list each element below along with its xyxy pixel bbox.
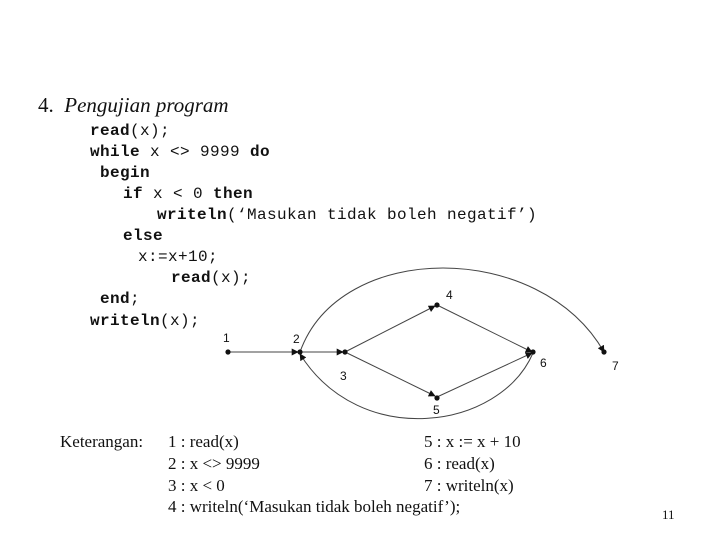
node-label-5: 5 bbox=[433, 403, 440, 417]
node-6 bbox=[530, 349, 535, 354]
legend-item-4: 4 : writeln(‘Masukan tidak boleh negatif’); bbox=[168, 497, 461, 516]
node-4 bbox=[434, 302, 439, 307]
node-7 bbox=[601, 349, 606, 354]
code-line-3: begin bbox=[100, 164, 151, 182]
legend-item-1: 1 : read(x) bbox=[168, 432, 239, 451]
node-5 bbox=[434, 395, 439, 400]
code-line-2: while x <> 9999 do bbox=[90, 143, 271, 161]
node-label-3: 3 bbox=[340, 369, 347, 383]
edge-4-6 bbox=[437, 305, 532, 352]
node-label-6: 6 bbox=[540, 356, 547, 370]
page-number: 11 bbox=[662, 507, 675, 522]
node-label-2: 2 bbox=[293, 332, 300, 346]
code-line-4: if x < 0 then bbox=[123, 185, 254, 203]
legend-item-2: 2 : x <> 9999 bbox=[168, 454, 260, 473]
node-label-1: 1 bbox=[223, 331, 230, 345]
node-1 bbox=[225, 349, 230, 354]
edge-3-4 bbox=[345, 306, 435, 352]
node-2 bbox=[297, 349, 302, 354]
legend-item-6: 6 : read(x) bbox=[424, 454, 495, 473]
code-line-5: writeln(‘Masukan tidak boleh negatif’) bbox=[157, 206, 538, 224]
legend-item-7: 7 : writeln(x) bbox=[424, 476, 514, 495]
legend-item-5: 5 : x := x + 10 bbox=[424, 432, 521, 451]
code-line-9: end; bbox=[100, 290, 141, 308]
legend-item-3: 3 : x < 0 bbox=[168, 476, 225, 495]
edge-3-5 bbox=[345, 352, 435, 396]
code-line-1: read(x); bbox=[90, 122, 171, 140]
code-line-10: writeln(x); bbox=[90, 312, 201, 330]
section-title: Pengujian program bbox=[64, 93, 229, 117]
code-line-7: x:=x+10; bbox=[138, 248, 219, 266]
section-number: 4. bbox=[38, 93, 54, 117]
code-line-6: else bbox=[123, 227, 164, 245]
node-label-7: 7 bbox=[612, 359, 619, 373]
legend-label: Keterangan: bbox=[60, 432, 144, 451]
edge-2-7 bbox=[300, 268, 604, 352]
edge-5-6 bbox=[437, 353, 532, 397]
node-label-4: 4 bbox=[446, 288, 453, 302]
code-line-8: read(x); bbox=[171, 269, 252, 287]
node-3 bbox=[342, 349, 347, 354]
edge-6-2 bbox=[300, 353, 533, 419]
